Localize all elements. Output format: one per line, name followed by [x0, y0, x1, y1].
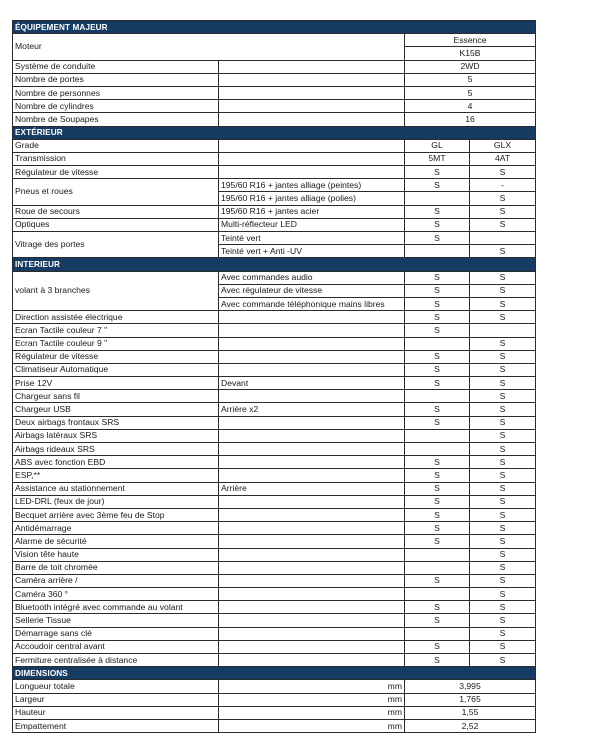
row-label: Largeur — [13, 693, 219, 706]
gl-value — [405, 390, 470, 403]
row-detail: 195/60 R16 + jantes acier — [219, 205, 405, 218]
glx-value: S — [470, 508, 536, 521]
gl-value — [405, 192, 470, 205]
row-label: Airbags rideaux SRS — [13, 443, 219, 456]
row-detail — [219, 614, 405, 627]
row-label: Ecran Tactile couleur 9 " — [13, 337, 219, 350]
row-detail — [219, 535, 405, 548]
glx-value: S — [470, 469, 536, 482]
row-unit: mm — [219, 693, 405, 706]
spec-row — [13, 627, 536, 640]
specifications-table-body — [13, 21, 536, 733]
row-detail — [219, 324, 405, 337]
row-detail — [219, 561, 405, 574]
glx-value: S — [470, 271, 536, 284]
row-label: Régulateur de vitesse — [13, 166, 219, 179]
row-label: Chargeur sans fil — [13, 390, 219, 403]
row-label: Grade — [13, 139, 219, 152]
glx-value: S — [470, 601, 536, 614]
spec-row — [13, 390, 536, 403]
section-header-interieur — [13, 258, 536, 271]
row-detail — [219, 508, 405, 521]
row-label: Régulateur de vitesse — [13, 350, 219, 363]
row-detail: Avec commande téléphonique mains libres — [219, 297, 405, 310]
row-label: Becquet arrière avec 3ème feu de Stop — [13, 508, 219, 521]
row-label: ABS avec fonction EBD — [13, 456, 219, 469]
glx-value — [470, 232, 536, 245]
gl-value: 5MT — [405, 152, 470, 165]
row-detail — [219, 311, 405, 324]
row-detail — [219, 350, 405, 363]
row-label: Optiques — [13, 218, 219, 231]
glx-value: S — [470, 350, 536, 363]
row-label: Climatiseur Automatique — [13, 363, 219, 376]
row-label: Bluetooth intégré avec commande au volant — [13, 601, 219, 614]
row-detail — [219, 100, 405, 113]
spec-row — [13, 482, 536, 495]
row-value: 1,765 — [405, 693, 536, 706]
row-value: 3,995 — [405, 680, 536, 693]
row-unit: mm — [219, 719, 405, 732]
row-detail — [219, 443, 405, 456]
spec-row — [13, 456, 536, 469]
row-detail — [219, 469, 405, 482]
spec-row — [13, 508, 536, 521]
section-header-exterieur — [13, 126, 536, 139]
spec-row — [13, 588, 536, 601]
glx-value: S — [470, 192, 536, 205]
row-label: Empattement — [13, 719, 219, 732]
gl-value — [405, 561, 470, 574]
row-label: Caméra arrière / — [13, 574, 219, 587]
row-label: Nombre de Soupapes — [13, 113, 219, 126]
glx-value: S — [470, 416, 536, 429]
row-unit: mm — [219, 680, 405, 693]
row-detail: Teinté vert — [219, 232, 405, 245]
gl-value: S — [405, 508, 470, 521]
row-value: 2WD — [405, 60, 536, 73]
row-label: Direction assistée électrique — [13, 311, 219, 324]
row-detail — [219, 588, 405, 601]
row-label: Hauteur — [13, 706, 219, 719]
gl-value — [405, 443, 470, 456]
spec-row-moteur — [13, 34, 536, 47]
glx-value: S — [470, 495, 536, 508]
spec-row — [13, 100, 536, 113]
glx-value: S — [470, 443, 536, 456]
row-label: Chargeur USB — [13, 403, 219, 416]
spec-row — [13, 561, 536, 574]
section-header-dimensions — [13, 667, 536, 680]
spec-row — [13, 86, 536, 99]
gl-value: S — [405, 232, 470, 245]
row-detail — [219, 73, 405, 86]
spec-row — [13, 73, 536, 86]
row-label: Ecran Tactile couleur 7 " — [13, 324, 219, 337]
glx-value: S — [470, 311, 536, 324]
glx-value: S — [470, 561, 536, 574]
glx-value: S — [470, 614, 536, 627]
gl-value: S — [405, 456, 470, 469]
glx-value: S — [470, 482, 536, 495]
row-value: 5 — [405, 86, 536, 99]
spec-row — [13, 654, 536, 667]
glx-value: GLX — [470, 139, 536, 152]
row-label: LED-DRL (feux de jour) — [13, 495, 219, 508]
gl-value: S — [405, 271, 470, 284]
gl-value — [405, 337, 470, 350]
gl-value: S — [405, 324, 470, 337]
gl-value: S — [405, 469, 470, 482]
row-detail: Devant — [219, 377, 405, 390]
spec-row — [13, 377, 536, 390]
spec-row-pneus — [13, 179, 536, 192]
gl-value — [405, 245, 470, 258]
spec-row — [13, 416, 536, 429]
spec-row — [13, 495, 536, 508]
glx-value: S — [470, 284, 536, 297]
moteur-code: K15B — [405, 47, 536, 60]
gl-value: S — [405, 350, 470, 363]
row-detail: Avec régulateur de vitesse — [219, 284, 405, 297]
gl-value — [405, 627, 470, 640]
spec-row — [13, 337, 536, 350]
row-label: Deux airbags frontaux SRS — [13, 416, 219, 429]
gl-value: S — [405, 205, 470, 218]
row-label: Alarme de sécurité — [13, 535, 219, 548]
row-detail — [219, 654, 405, 667]
spec-row-transmission — [13, 152, 536, 165]
spec-row — [13, 469, 536, 482]
gl-value: S — [405, 522, 470, 535]
gl-value: S — [405, 601, 470, 614]
spec-row-dimension — [13, 680, 536, 693]
row-detail — [219, 60, 405, 73]
glx-value: S — [470, 205, 536, 218]
row-detail — [219, 456, 405, 469]
spec-row — [13, 601, 536, 614]
row-label: Nombre de portes — [13, 73, 219, 86]
glx-value: S — [470, 218, 536, 231]
spec-row — [13, 548, 536, 561]
gl-value: S — [405, 297, 470, 310]
spec-row — [13, 113, 536, 126]
row-label: Vitrage des portes — [13, 232, 219, 258]
row-detail: Avec commandes audio — [219, 271, 405, 284]
row-detail: Arrière x2 — [219, 403, 405, 416]
gl-value: S — [405, 640, 470, 653]
row-detail — [219, 86, 405, 99]
spec-row — [13, 403, 536, 416]
row-unit: mm — [219, 706, 405, 719]
glx-value: - — [470, 179, 536, 192]
glx-value: S — [470, 245, 536, 258]
glx-value: 4AT — [470, 152, 536, 165]
row-detail — [219, 627, 405, 640]
row-label: Nombre de cylindres — [13, 100, 219, 113]
row-detail: Arrière — [219, 482, 405, 495]
glx-value: S — [470, 403, 536, 416]
glx-value: S — [470, 548, 536, 561]
glx-value: S — [470, 390, 536, 403]
spec-row — [13, 60, 536, 73]
spec-row-optiques — [13, 218, 536, 231]
gl-value: S — [405, 179, 470, 192]
row-label: Démarrage sans clé — [13, 627, 219, 640]
gl-value: S — [405, 363, 470, 376]
row-detail — [219, 337, 405, 350]
gl-value: S — [405, 166, 470, 179]
row-label: Sellerie Tissue — [13, 614, 219, 627]
row-detail — [219, 640, 405, 653]
gl-value: S — [405, 535, 470, 548]
section-title: DIMENSIONS — [13, 667, 536, 680]
row-label: Caméra 360 ° — [13, 588, 219, 601]
section-title: ÉQUIPEMENT MAJEUR — [13, 21, 536, 34]
moteur-fuel: Essence — [405, 34, 536, 47]
glx-value: S — [470, 166, 536, 179]
row-label: Moteur — [13, 34, 405, 60]
row-label: Antidémarrage — [13, 522, 219, 535]
section-title: EXTÉRIEUR — [13, 126, 536, 139]
row-value: 5 — [405, 73, 536, 86]
gl-value: S — [405, 614, 470, 627]
spec-row — [13, 640, 536, 653]
glx-value: S — [470, 574, 536, 587]
gl-value: S — [405, 574, 470, 587]
row-value: 1,55 — [405, 706, 536, 719]
row-detail — [219, 166, 405, 179]
spec-row — [13, 350, 536, 363]
glx-value — [470, 324, 536, 337]
row-label: Système de conduite — [13, 60, 219, 73]
row-detail: Teinté vert + Anti -UV — [219, 245, 405, 258]
gl-value: S — [405, 311, 470, 324]
gl-value: S — [405, 482, 470, 495]
spec-row — [13, 311, 536, 324]
glx-value: S — [470, 588, 536, 601]
row-detail — [219, 390, 405, 403]
glx-value: S — [470, 363, 536, 376]
row-value: 4 — [405, 100, 536, 113]
section-title: INTERIEUR — [13, 258, 536, 271]
spec-row — [13, 574, 536, 587]
gl-value: S — [405, 654, 470, 667]
row-detail — [219, 522, 405, 535]
row-detail — [219, 152, 405, 165]
gl-value: S — [405, 218, 470, 231]
row-value: 2,52 — [405, 719, 536, 732]
row-detail — [219, 363, 405, 376]
glx-value: S — [470, 429, 536, 442]
spec-row-dimension — [13, 706, 536, 719]
glx-value: S — [470, 640, 536, 653]
glx-value: S — [470, 522, 536, 535]
row-label: Longueur totale — [13, 680, 219, 693]
gl-value — [405, 548, 470, 561]
row-detail: 195/60 R16 + jantes alliage (peintes) — [219, 179, 405, 192]
row-detail: Multi-réflecteur LED — [219, 218, 405, 231]
row-label: ESP,** — [13, 469, 219, 482]
glx-value: S — [470, 654, 536, 667]
row-detail — [219, 495, 405, 508]
row-label: volant à 3 branches — [13, 271, 219, 311]
gl-value: GL — [405, 139, 470, 152]
row-detail — [219, 601, 405, 614]
spec-row-dimension — [13, 719, 536, 732]
gl-value: S — [405, 284, 470, 297]
spec-row-grade — [13, 139, 536, 152]
row-detail — [219, 416, 405, 429]
row-detail — [219, 548, 405, 561]
row-detail — [219, 139, 405, 152]
spec-row-volant — [13, 271, 536, 284]
row-label: Fermiture centralisée à distance — [13, 654, 219, 667]
spec-row — [13, 443, 536, 456]
glx-value: S — [470, 627, 536, 640]
row-label: Barre de toit chromée — [13, 561, 219, 574]
specifications-table — [12, 20, 536, 733]
spec-row-dimension — [13, 693, 536, 706]
spec-row — [13, 363, 536, 376]
row-label: Vision tête haute — [13, 548, 219, 561]
spec-row — [13, 614, 536, 627]
row-label: Prise 12V — [13, 377, 219, 390]
gl-value: S — [405, 416, 470, 429]
row-detail: 195/60 R16 + jantes alliage (polies) — [219, 192, 405, 205]
glx-value: S — [470, 297, 536, 310]
row-label: Assistance au stationnement — [13, 482, 219, 495]
section-header-majeur — [13, 21, 536, 34]
gl-value — [405, 429, 470, 442]
spec-row-regulateur — [13, 166, 536, 179]
row-detail — [219, 574, 405, 587]
glx-value: S — [470, 337, 536, 350]
glx-value: S — [470, 377, 536, 390]
row-label: Transmission — [13, 152, 219, 165]
row-label: Roue de secours — [13, 205, 219, 218]
row-detail — [219, 113, 405, 126]
spec-row — [13, 535, 536, 548]
spec-row-vitrage — [13, 232, 536, 245]
spec-row — [13, 522, 536, 535]
spec-row — [13, 324, 536, 337]
row-value: 16 — [405, 113, 536, 126]
gl-value — [405, 588, 470, 601]
row-label: Airbags latéraux SRS — [13, 429, 219, 442]
row-label: Accoudoir central avant — [13, 640, 219, 653]
gl-value: S — [405, 377, 470, 390]
row-detail — [219, 429, 405, 442]
spec-row-roue — [13, 205, 536, 218]
glx-value: S — [470, 456, 536, 469]
gl-value: S — [405, 495, 470, 508]
glx-value: S — [470, 535, 536, 548]
spec-row — [13, 429, 536, 442]
row-label: Pneus et roues — [13, 179, 219, 205]
row-label: Nombre de personnes — [13, 86, 219, 99]
gl-value: S — [405, 403, 470, 416]
